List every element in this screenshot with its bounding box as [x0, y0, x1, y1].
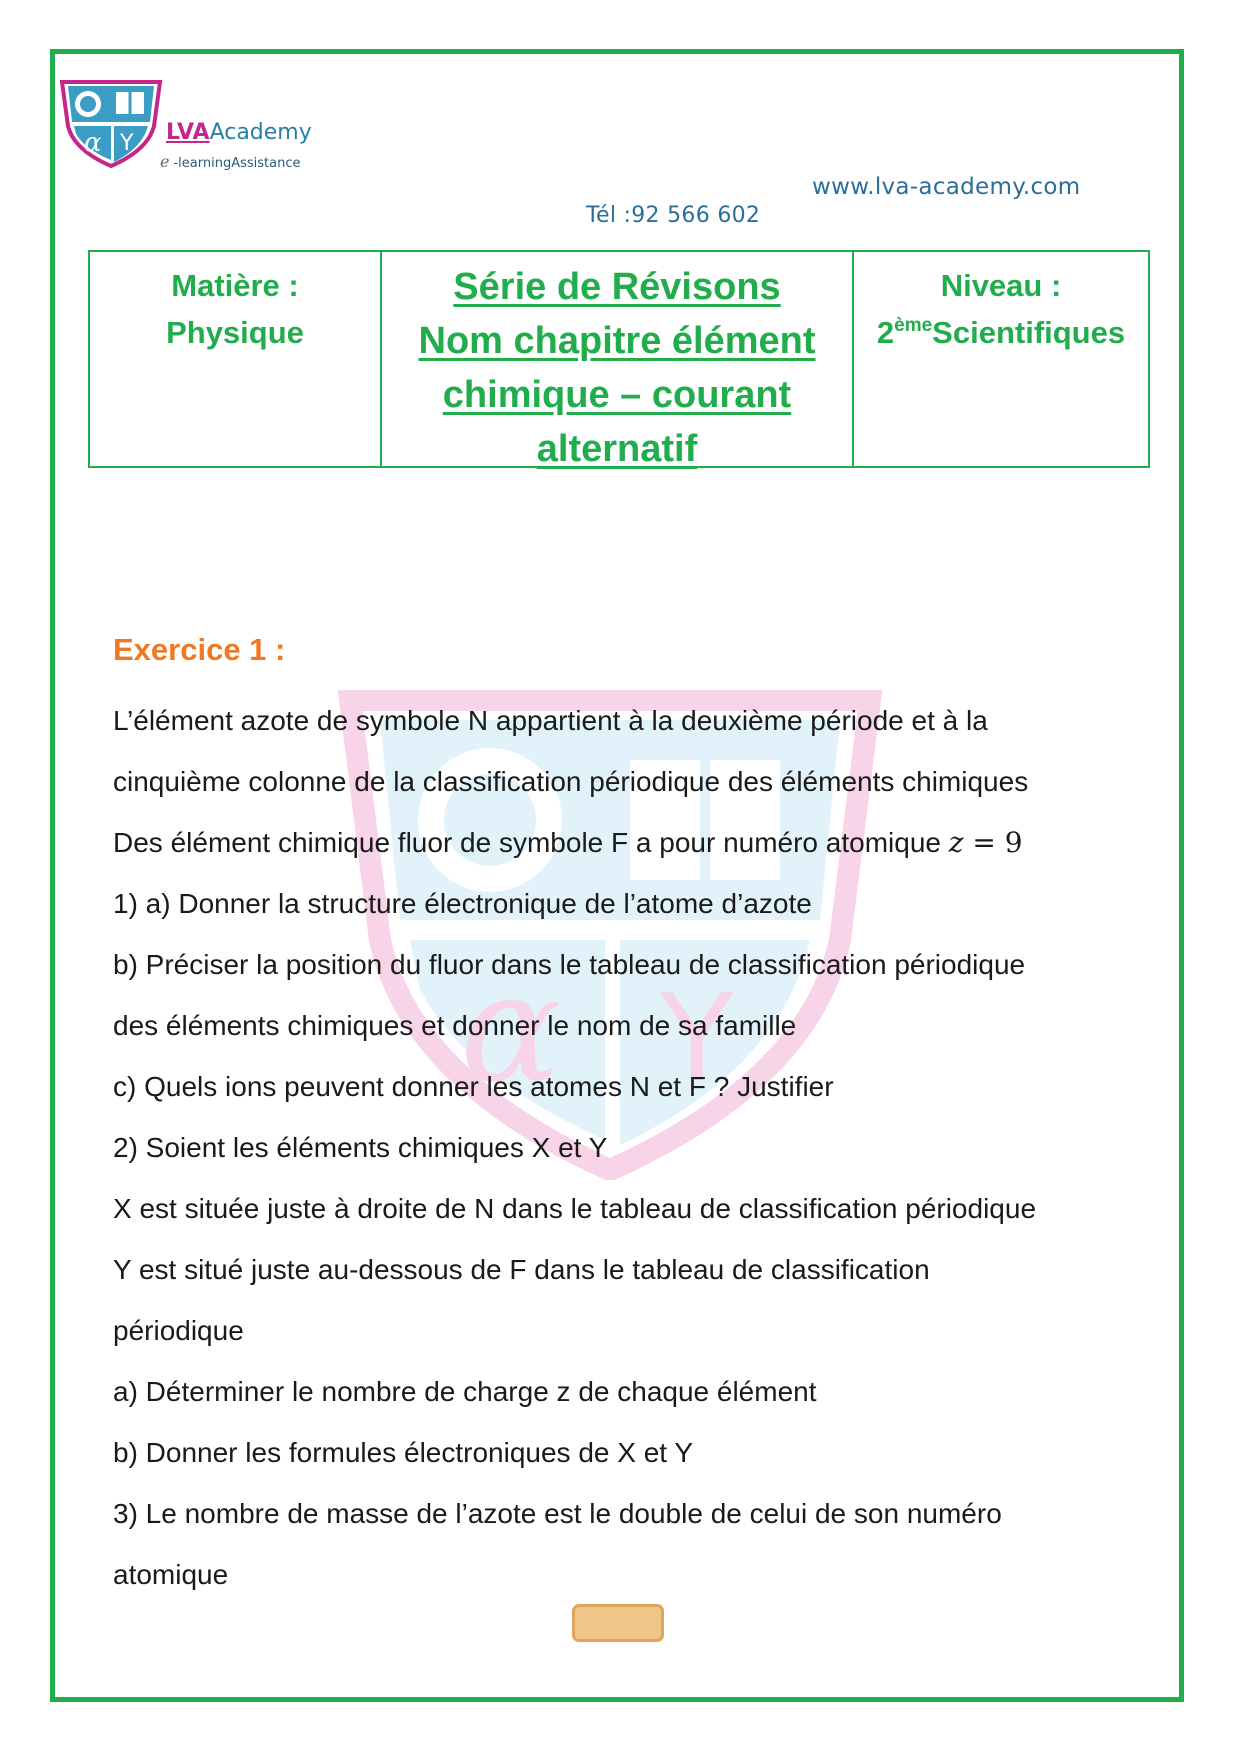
exercise-line: atomique	[113, 1559, 229, 1590]
svg-text:α: α	[460, 942, 562, 1116]
tagline-text: -learningAssistance	[173, 156, 301, 171]
exercise-line: X est située juste à droite de N dans le tableau de classification périodique	[113, 1193, 1037, 1224]
website-link[interactable]: www.lva-academy.com	[812, 174, 1081, 200]
exercise-line: 1) a) Donner la structure électronique de l’atome d’azote	[113, 888, 812, 919]
exercise-line: périodique	[113, 1315, 244, 1346]
svg-text:Y: Y	[660, 970, 734, 1109]
level-label: Niveau :	[940, 268, 1062, 303]
exercise-line: a) Déterminer le nombre de charge z de chaque élément	[113, 1376, 817, 1407]
exercise-line: c) Quels ions peuvent donner les atomes N et F ? Justifier	[113, 1071, 834, 1102]
exercise-body	[113, 690, 1143, 1605]
exercise-title: Exercice 1 :	[113, 632, 286, 667]
exercise-line: cinquième colonne de la classification périodique des éléments chimiques	[113, 766, 1029, 797]
exercise-line: b) Préciser la position du fluor dans le tableau de classification périodique	[113, 949, 1026, 980]
subject-label: Matière :	[171, 268, 299, 303]
phone-number: Tél :92 566 602	[586, 203, 761, 228]
exercise-line: 2) Soient les éléments chimiques X et Y	[113, 1132, 608, 1163]
brand-tagline	[160, 152, 300, 171]
exercise-line: 3) Le nombre de masse de l’azote est le double de celui de son numéro	[113, 1498, 1002, 1529]
exercise-line: b) Donner les formules électroniques de X et Y	[113, 1437, 694, 1468]
subject-cell	[90, 252, 382, 466]
exercise-line: des éléments chimiques et donner le nom de sa famille	[113, 1010, 797, 1041]
exercise-line: L’élément azote de symbole N appartient à la deuxième période et à la	[113, 705, 988, 736]
tagline-e: e	[160, 152, 170, 171]
svg-text:Y: Y	[120, 131, 134, 156]
chapter-title-line1: Nom chapitre élément	[418, 320, 816, 362]
svg-text:α: α	[84, 128, 102, 158]
title-cell	[382, 252, 854, 470]
brand-name	[166, 120, 312, 146]
chapter-title-line2: chimique – courant	[442, 374, 792, 416]
page-number-tab	[572, 1604, 664, 1642]
subject-value: Physique	[166, 315, 304, 350]
math-expression: z = 9	[948, 826, 1023, 859]
header-table	[88, 250, 1150, 468]
level-value: 2èmeScientifiques	[876, 315, 1126, 350]
series-title: Série de Révisons	[453, 266, 781, 308]
lva-logo-icon	[58, 78, 164, 168]
level-cell	[854, 252, 1148, 466]
exercise-line: Des élément chimique fluor de symbole F a pour numéro atomique z = 9	[113, 826, 1023, 859]
exercise-line: Y est situé juste au-dessous de F dans le tableau de classification	[113, 1254, 930, 1285]
brand-academy: Academy	[209, 120, 312, 145]
chapter-title-line3: alternatif	[536, 428, 698, 470]
brand-lva: LVA	[166, 120, 210, 145]
